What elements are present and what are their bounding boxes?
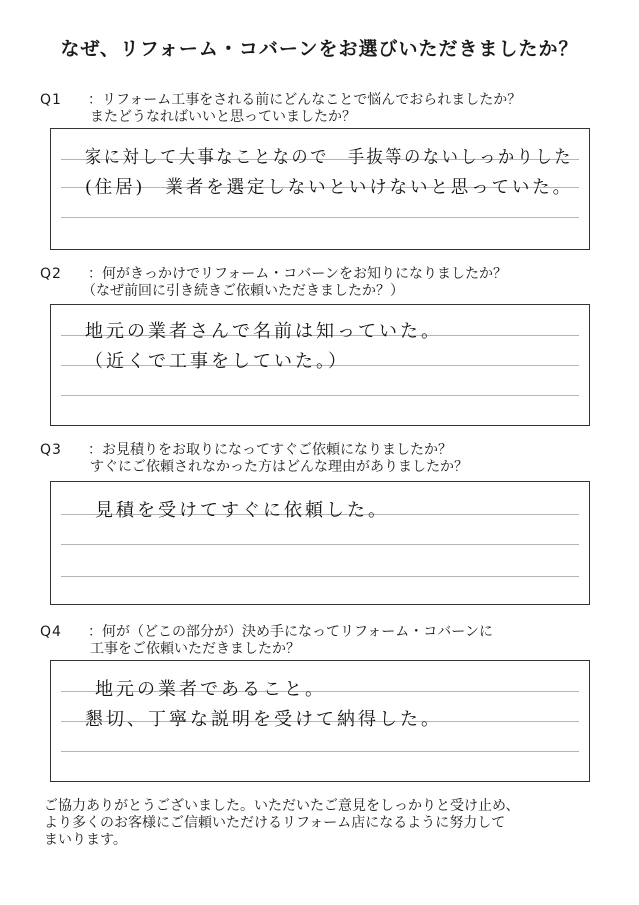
answer-box-4 [50,660,590,782]
question-text: ：リフォーム工事をされる前にどんなことで悩んでおられましたか？ [88,92,522,108]
answer-line: 懇切、丁寧な説明を受けて納得した。 [85,709,442,730]
question-4 [40,624,493,658]
answer-line: 家に対して大事なことなので 手抜等のないしっかりした [85,147,574,168]
page-title: なぜ、リフォーム・コバーンをお選びいただきましたか？ [60,38,579,60]
question-number: Q2 [40,266,62,282]
question-2 [40,266,507,300]
question-text: ：何が（どこの部分が）決め手になってリフォーム・コバーンに [88,624,494,640]
question-text: またどうなればいいと思っていましたか？ [90,109,356,125]
answer-box-2 [50,304,590,426]
question-text: ：お見積りをお取りになってすぐご依頼になりましたか？ [88,442,452,458]
question-text: 工事をご依頼いただきましたか？ [90,641,300,657]
closing-line: まいります。 [44,832,127,848]
question-text: ：何がきっかけでリフォーム・コバーンをお知りになりましたか？ [88,266,508,282]
question-number: Q1 [40,92,62,108]
answer-line: （近くで工事をしていた。） [85,351,349,372]
closing-message [44,798,519,849]
answer-line: 地元の業者さんで名前は知っていた。 [85,321,442,342]
question-text: すぐにご依頼されなかった方はどんな理由がありましたか？ [90,459,468,475]
answer-line: 見積を受けてすぐに依頼した。 [95,500,389,521]
question-3 [40,442,468,476]
question-number: Q3 [40,442,62,458]
answer-line: (住居) 業者を選定しないといけないと思っていた。 [85,177,573,198]
answer-line: 地元の業者であること。 [95,679,326,700]
answer-box-3 [50,481,590,605]
question-text: （なぜ前回に引き続きご依頼いただきましたか？） [82,283,404,299]
question-number: Q4 [40,624,62,640]
closing-line: ご協力ありがとうございました。いただいたご意見をしっかりと受け止め、 [44,798,520,814]
question-1 [40,92,521,126]
answer-box-1 [50,128,590,250]
closing-line: より多くのお客様にご信頼いただけるリフォーム店になるように努力して [44,815,506,831]
